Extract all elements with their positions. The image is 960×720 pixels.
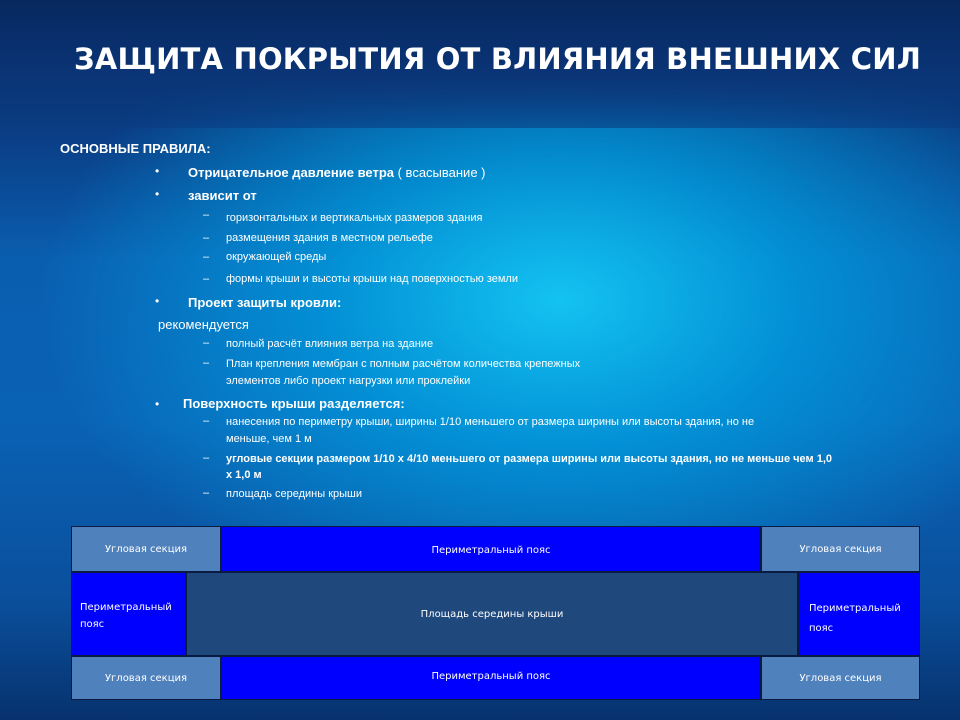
recommended-label: рекомендуется xyxy=(158,317,249,332)
corner-section-top-right xyxy=(761,526,920,572)
list-item: нанесения по периметру крыши, ширины 1/10 меньшего от размера ширины или высоты здания, но не xyxy=(226,416,755,428)
list-item: План крепления мембран с полным расчётом количества крепежных xyxy=(226,358,581,370)
list-item-continued: x 1,0 м xyxy=(226,469,262,481)
middle-label: Площадь середины крыши xyxy=(420,608,564,620)
list-item: окружающей среды xyxy=(226,251,327,263)
perimeter-belt-right xyxy=(798,572,920,656)
wind-pressure-note: ( всасывание ) xyxy=(394,165,486,180)
wind-pressure-bold: Отрицательное давление ветра xyxy=(188,165,394,180)
bullet-icon: • xyxy=(155,187,160,201)
middle-area xyxy=(186,572,798,656)
bullet-wind-pressure xyxy=(188,165,486,180)
dash-icon: – xyxy=(203,357,210,369)
corner-label: Угловая секция xyxy=(799,543,882,555)
list-item-continued: меньше, чем 1 м xyxy=(226,433,312,445)
roof-zones-diagram xyxy=(71,526,920,700)
perimeter-label-line2: пояс xyxy=(809,623,834,634)
rules-heading: ОСНОВНЫЕ ПРАВИЛА: xyxy=(60,141,211,156)
perimeter-label-line1: Периметральный xyxy=(80,602,172,613)
slide-title: ЗАЩИТА ПОКРЫТИЯ ОТ ВЛИЯНИЯ ВНЕШНИХ СИЛ xyxy=(74,42,922,76)
list-item-continued: элементов либо проект нагрузки или проклейки xyxy=(226,375,471,387)
bullet-depends-on: зависит от xyxy=(188,188,257,203)
dash-icon: – xyxy=(203,209,210,221)
dash-icon: – xyxy=(203,452,210,464)
perimeter-belt-bottom xyxy=(221,656,761,700)
list-item: полный расчёт влияния ветра на здание xyxy=(226,338,434,350)
perimeter-label-line2: пояс xyxy=(80,619,105,630)
dash-icon: – xyxy=(203,232,210,244)
bullet-roof-protection: Проект защиты кровли: xyxy=(188,295,342,310)
list-item: формы крыши и высоты крыши над поверхностью земли xyxy=(226,273,518,285)
corner-section-bottom-right xyxy=(761,656,920,700)
list-item: размещения здания в местном рельефе xyxy=(226,232,433,244)
dash-icon: – xyxy=(203,337,210,349)
dash-icon: – xyxy=(203,415,210,427)
perimeter-label: Периметральный пояс xyxy=(431,545,551,556)
perimeter-belt-top xyxy=(221,526,761,572)
dash-icon: – xyxy=(203,273,210,285)
list-item: угловые секции размером 1/10 x 4/10 меньшего от размера ширины или высоты здания, но не меньше чем 1,0 xyxy=(226,453,832,465)
bullet-icon: • xyxy=(155,397,160,411)
bullet-icon: • xyxy=(155,164,160,178)
perimeter-belt-left xyxy=(71,572,186,656)
bullet-surface-divided: Поверхность крыши разделяется: xyxy=(183,396,405,411)
corner-section-bottom-left xyxy=(71,656,221,700)
bullet-icon: • xyxy=(155,294,160,308)
list-item: горизонтальных и вертикальных размеров здания xyxy=(226,212,483,224)
list-item: площадь середины крыши xyxy=(226,488,363,500)
corner-label: Угловая секция xyxy=(104,543,188,555)
perimeter-label-line1: Периметральный xyxy=(809,603,901,614)
corner-section-top-left xyxy=(71,526,221,572)
corner-label: Угловая секция xyxy=(799,672,882,684)
perimeter-label: Периметральный пояс xyxy=(431,671,551,682)
corner-label: Угловая секция xyxy=(104,672,188,684)
dash-icon: – xyxy=(203,251,210,263)
dash-icon: – xyxy=(203,487,210,499)
